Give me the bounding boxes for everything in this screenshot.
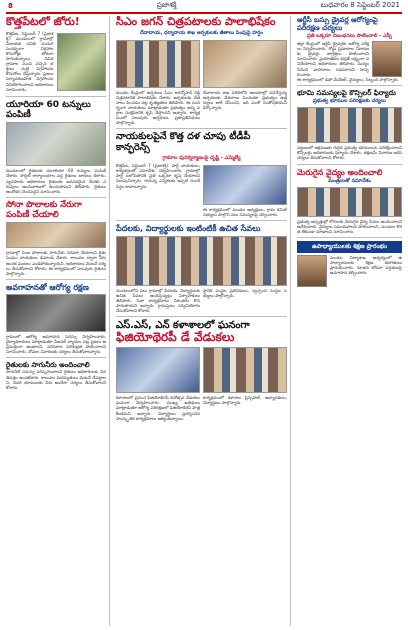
article-headline: సోనా పొలాలకు నేరుగా పంపిణీ చేయాలి — [6, 199, 82, 220]
divider — [116, 220, 287, 221]
article-photo — [6, 122, 106, 166]
article-headline: ఆర్టీసీ బస్సు డ్రైవర్ల ఆరోగ్యంపై పరిరక్షణ చర్యలు — [297, 16, 378, 33]
article-body: సాగునీటి సమస్య పరిష్కరించాలని రైతులు అధికారులకు వినతిపత్రం అందజేశారు. కాలువల మరమ్మతులు వెంటనే చేపట్టాలని, చివరి భూములకు నీరు అందేలా చర్యలు తీసుకోవాలని కోరారు. — [6, 369, 106, 390]
lead-subheadline: దేవాదాయ, ధర్మాదాయ శాఖ అర్చకులకు జీతాలు పెంపుపై హర్షం — [140, 29, 263, 36]
portrait-photo — [372, 41, 402, 77]
article-headline: అవగాహనతో ఆరోగ్య రక్షణ — [6, 282, 89, 292]
right-column — [294, 16, 402, 626]
middle-column — [113, 16, 291, 626]
article-subheadline: ప్రభుత్వ భూముల పరిరక్షణకు చర్యలు — [313, 98, 386, 105]
divider — [6, 96, 106, 97]
article-headline: పేదలకు, విద్యార్థులకు ఇంటింటికీ ఉచిత సేవలు — [116, 224, 261, 234]
article-photo — [6, 222, 106, 248]
article-body: ఈ కార్యక్రమంలో మండల అధ్యక్షులు, గ్రామ కమిటీ సభ్యులు పాల్గొని పలు సమస్యలపై చర్చించారు. — [203, 207, 287, 218]
article-photo — [57, 33, 107, 91]
article-body: కొత్తపేట, సెప్టెంబర్ 7 (ప్రజాశక్తి): మండలంలో గ్రామాల్లో వినాయక చవితి పండుగ సందర్భంగా విగ్రహాల కొనుగోళ్లు జోరుగా సాగుతున్నాయి. వివిధ గ్రామాల నుంచి వచ్చిన భక్తులు మట్టి విగ్రహాలను కొనుగోలు చేస్తున్నారు. ప్రజలు పర్యావరణహిత విగ్రహాలను వినియోగించాలని అధికారులు సూచించారు. — [6, 30, 54, 92]
divider — [6, 279, 106, 280]
article-body: కార్యక్రమంలో కళాశాల ప్రిన్సిపాల్, అధ్యాపకులు, విద్యార్థులు పాల్గొన్నారు. — [203, 395, 287, 406]
lead-photo — [116, 40, 200, 88]
article-body: గ్రామంలో ఆరోగ్య అవగాహన సదస్సు నిర్వహించారు. వైద్యాధికారులు మాట్లాడుతూ సీజనల్ వ్యాధుల పట్ల ప్రజలు అప్రమత్తంగా ఉండాలని, పరిసరాల పరిశుభ్రత పాటించాలని సూచించారు. దోమల నివారణకు చర్యలు తీసుకోవాలన్నారు. — [6, 333, 106, 355]
article-headline: నాయకులపైనే కొత్త దళ చూపు టీడీపీ కాన్ఫరెన్స్ — [116, 131, 251, 154]
article-headline: కొత్తపేటలో జోరు! — [6, 16, 80, 28]
article-headline-second-line: ఫిజియోథెరపీ డే వేడుకలు — [116, 330, 235, 345]
article-headline: మెరుగైన వైద్యం అందించాలి — [297, 167, 383, 177]
article-body: గ్రామాల్లో పంట పొలాలకు సాగునీరు సరఫరా చేయాలని రైతు సంఘం నాయకులు డిమాండ్ చేశారు. కాలువల ద్వారా నీరు అందక పంటలు ఎండిపోతున్నాయని, అధికారులు వెంటనే చర్యలు తీసుకోవాలని కోరారు. ఈ కార్యక్రమంలో పలువురు రైతులు పాల్గొన్నారు. — [6, 250, 106, 276]
portrait-photo — [297, 255, 327, 287]
article-body: కొత్తపేట, సెప్టెంబర్ 7 (ప్రజాశక్తి): పార్టీ నాయకులు, కార్యకర్తలతో సమావేశం నిర్వహించారు. గ్రామాల్లో పార్టీ బలోపేతానికి ప్రతి ఒక్కరూ కృషి చేయాలని పిలుపునిచ్చారు. రానున్న ఎన్నికలకు ఇప్పటి నుంచే సిద్ధం కావాలన్నారు. — [116, 163, 200, 189]
divider — [297, 85, 402, 86]
article-body: జిల్లా కేంద్రంలో ఆర్టీసీ డ్రైవర్లకు ఆరోగ్య పరీక్షలు నిర్వహించారు. రోడ్డు ప్రమాదాల నివారణకు డ్రైవర్లు జాగ్రత్తలు పాటించాలని సూచించారు. ప్రయాణికుల భద్రతే లక్ష్యంగా పనిచేయాలని అధికారులు తెలిపారు. మద్యం సేవించి వాహనాలు నడపరాదని హెచ్చరించారు. — [297, 41, 369, 77]
divider — [116, 316, 287, 317]
article-body: స్థానిక సంస్థల ప్రతినిధులు, స్వచ్ఛంద సంస్థల సభ్యులు పాల్గొన్నారు. — [203, 287, 287, 298]
edition-date: బుధవారం 8 సెప్టెంబర్ 2021 — [320, 1, 400, 9]
divider — [297, 164, 402, 165]
article-photo — [116, 236, 287, 286]
article-body: మండల విద్యాశాఖ ఆధ్వర్యంలో ఉపాధ్యాయులకు శిక్షణ తరగతులు ప్రారంభించారు. నూతన బోధనా పద్ధతులపై అవగాహన కల్పించారు. — [330, 254, 402, 276]
paper-name: ప్రజాశక్తి — [156, 1, 177, 9]
article-body: మండలంలోని పలు గ్రామాల్లో పేదలకు, విద్యార్థులకు ఉచిత సేవలు అందిస్తున్నట్లు నిర్వాహకులు తెలిపారు. సేవా కార్యక్రమాలు నిరంతరం కొనసాగుతాయని అన్నారు. గ్రామస్తులు సద్వినియోగం చేసుకోవాలని కోరారు. — [116, 287, 200, 313]
masthead-rule — [6, 12, 402, 14]
article-body: ప్రభుత్వ ఆస్పత్రుల్లో రోగులకు మెరుగైన వైద్య సేవలు అందించాలని ఆదేశించారు. వైద్యులు సమయపాలన పాటించాలని, మందుల కొరత లేకుండా చూడాలని సూచించారు. — [297, 218, 402, 234]
article-body: పట్టణంలో ఆక్రమణకు గురైన ప్రభుత్వ భూములను పరిరక్షించాలని కౌన్సిలర్లు అధికారులకు ఫిర్యాదు చేశారు. తక్షణమే విచారణ జరిపి చర్యలు తీసుకోవాలని కోరారు. — [297, 145, 402, 161]
divider — [116, 128, 287, 129]
article-photo — [6, 294, 106, 332]
divider — [297, 237, 402, 238]
article-photo — [203, 347, 287, 393]
article-photo — [297, 107, 402, 143]
divider — [6, 357, 106, 358]
section-banner: ఉపాధ్యాయులకు శిక్షణ ప్రారంభం — [297, 241, 402, 253]
lead-headline: సీఎం జగన్ చిత్రపటాలకు పాలాభిషేకం — [116, 16, 276, 28]
article-body: మండల కేంద్రంలో అర్చకులు సీఎం జగన్మోహన్ రెడ్డి చిత్రపటానికి పాలాభిషేకం చేశారు. అర్చకులకు వేతనాలు పెంచడం పట్ల కృతజ్ఞతలు తెలిపారు. ఈ సందర్భంగా నాయకులు మాట్లాడుతూ ప్రభుత్వం అన్ని వర్గాల సంక్షేమానికి కృషి చేస్తోందని అన్నారు. కార్యక్రమంలో పలువురు అర్చకులు, ప్రజాప్రతినిధులు పాల్గొన్నారు. — [116, 89, 200, 126]
article-body: ఈ కార్యక్రమంలో డిపో మేనేజర్, వైద్యులు, సిబ్బంది పాల్గొన్నారు. — [297, 77, 400, 83]
article-headline: రైతులకు సాగునీరు అందించాలి — [6, 361, 90, 370]
article-photo — [297, 187, 402, 217]
article-body: దేవాదాయ శాఖ పరిధిలోని ఆలయాల్లో పనిచేస్తున్న అర్చకులకు వేతనాలు పెంచుతూ ప్రభుత్వం ఉత్తర్వులు జారీ చేసిందని, ఇది ఎంతో సంతోషకరమని పేర్కొన్నారు. — [203, 89, 287, 110]
article-headline: ఎస్.ఎస్, ఎన్ కళాశాలలో ఘనంగా — [116, 319, 250, 331]
article-body: మండలంలో రైతులకు యూరియా 60 టన్నులు పంపిణీ చేశారు. సొసైటీ కార్యాలయాల వద్ద రైతులు బారులు తీరారు. వ్యవసాయ అధికారులు రైతులకు అవసరమైన మేరకు ఎరువులు అందుబాటులో ఉంచుతామని తెలిపారు. రైతులు ఆందోళన చెందవద్దని సూచించారు. — [6, 168, 106, 194]
article-photo — [203, 165, 287, 205]
article-subheadline: గ్రామాల పునర్నిర్మాణంపై దృష్టి - ఎమ్మెల్యే — [162, 155, 241, 162]
lead-photo — [203, 40, 287, 88]
masthead — [0, 0, 408, 12]
article-subheadline: ప్రతి ఒక్కరూ నిబంధనలు పాటించాలి - ఎస్పీ — [307, 33, 392, 40]
article-headline: భూమి సమస్యలపై కౌన్సిలర్ ఫిర్యాదు — [297, 89, 396, 98]
page-number: 8 — [8, 2, 13, 10]
article-photo — [116, 347, 200, 393]
article-subheadline: మంత్రులతో సమావేశం — [328, 177, 371, 184]
left-column — [6, 16, 110, 626]
article-headline: యూరియా 60 టన్నులు పంపిణీ — [6, 99, 91, 120]
article-body: కళాశాలలో ప్రపంచ ఫిజియోథెరపీ దినోత్సవ వేడుకలు ఘనంగా నిర్వహించారు. ముఖ్య అతిథులు మాట్లాడుతూ ఆరోగ్య పరిరక్షణలో ఫిజియోథెరపీ పాత్ర కీలకమని అన్నారు. విద్యార్థులు ప్రదర్శించిన సాంస్కృతిక కార్యక్రమాలు ఆకట్టుకున్నాయి. — [116, 395, 200, 421]
divider — [6, 197, 106, 198]
